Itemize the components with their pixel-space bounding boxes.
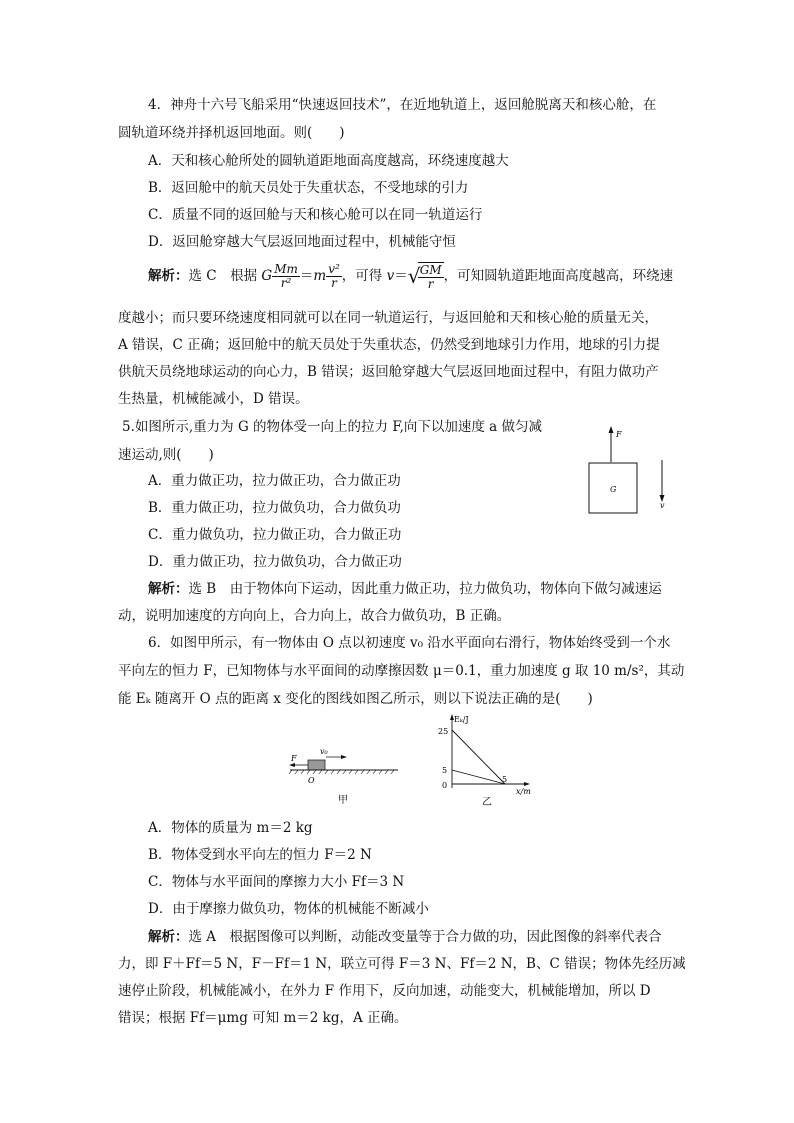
formula-sqrt: √ $\frac{GM}{r}$ bbox=[407, 263, 442, 291]
yi-tick-25: 25 bbox=[438, 727, 449, 736]
formula-v: v bbox=[386, 268, 395, 284]
yi-origin: 0 bbox=[442, 781, 448, 790]
q5-answer-line1: 解析：选 B 由于物体向下运动，因此重力做正功，拉力做负功，物体向下做匀减速运 bbox=[148, 581, 662, 597]
q5-stem-line1: 5.如图所示,重力为 G 的物体受一向上的拉力 F,向下以加速度 a 做匀减 bbox=[122, 419, 543, 435]
jia-O-label: O bbox=[308, 776, 315, 785]
q4-option-a: A．天和核心舱所处的圆轨道距地面高度越高，环绕速度越大 bbox=[148, 153, 509, 169]
q5-option-b: B．重力做正功，拉力做负功，合力做负功 bbox=[148, 500, 401, 516]
q4-stem-line1: 4．神舟十六号飞船采用“快速返回技术”，在近地轨道上，返回舱脱离天和核心舱，在 bbox=[148, 97, 657, 113]
yi-tick-x5: 5 bbox=[502, 775, 508, 784]
q4-answer-line4: 供航天员绕地球运动的向心力，B 错误；返回舱穿越大气层返回地面过程中，有阻力做功产 bbox=[118, 364, 659, 380]
q6-figure-jia bbox=[286, 745, 402, 807]
q4-answer-line3: A 错误，C 正确；返回舱中的航天员处于失重状态，仍然受到地球引力作用，地球的引力提 bbox=[118, 337, 660, 353]
q6-answer-line3: 速停止阶段，机械能减小，在外力 F 作用下，反向加速，动能变大，机械能增加，所以 D bbox=[118, 983, 651, 999]
yi-y-label: Eₖ/J bbox=[454, 715, 469, 724]
q6-stem-line3: 能 Eₖ 随离开 O 点的距离 x 变化的图线如图乙所示，则以下说法正确的是( ) bbox=[118, 691, 593, 707]
q6-stem-line2: 平向左的恒力 F，已知物体与水平面间的动摩擦因数 μ＝0.1，重力加速度 g 取 10 m/s²，其动 bbox=[118, 663, 685, 679]
q6-option-c: C．物体与水平面间的摩擦力大小 Ff＝3 N bbox=[148, 874, 405, 890]
q4-answer-line2: 度越小；而只要环绕速度相同就可以在同一轨道运行，与返回舱和天和核心舱的质量无关， bbox=[118, 310, 658, 326]
q6-answer-line2: 力，即 F＋Ff＝5 N，F－Ff＝1 N，联立可得 F＝3 N、Ff＝2 N，B、C 错误；物体先经历减 bbox=[118, 956, 686, 972]
jia-caption: 甲 bbox=[338, 795, 348, 806]
q6-answer-line4: 错误；根据 Ff＝μmg 可知 m＝2 kg，A 正确。 bbox=[118, 1010, 408, 1026]
q5-figure bbox=[580, 424, 680, 518]
yi-x-label: x/m bbox=[516, 787, 531, 796]
q4-option-b: B．返回舱中的航天员处于失重状态，不受地球的引力 bbox=[148, 180, 469, 196]
answer-pick: 选 C 根据 bbox=[188, 268, 258, 284]
formula-G: G bbox=[261, 268, 273, 284]
formula-eq: ＝ bbox=[299, 268, 314, 284]
q5-answer-line2: 动，说明加速度的方向向上，合力向上，故合力做负功，B 正确。 bbox=[118, 608, 511, 624]
q4-option-c: C．质量不同的返回舱与天和核心舱可以在同一轨道运行 bbox=[148, 207, 483, 223]
jia-block bbox=[308, 760, 325, 770]
jia-v0-arrowhead bbox=[341, 755, 347, 759]
formula-frac-v2-r: $\frac{\text{v²}}{r}$ bbox=[328, 262, 340, 290]
q4-option-d: D．返回舱穿越大气层返回地面过程中，机械能守恒 bbox=[148, 234, 456, 250]
block-G-label: G bbox=[610, 485, 617, 494]
force-F-label: F bbox=[616, 430, 622, 439]
q4-answer-line1: 解析：选 C 根据 G $\frac{Mm}{\text{r²}}$ ＝m $\frac{\text{v²}}{r}$ ，可得 v＝ √ $\frac{GM}{r}$ ，可知圆轨道距地面高度越高，环绕速 bbox=[148, 262, 674, 291]
q6-option-a: A．物体的质量为 m＝2 kg bbox=[148, 820, 313, 836]
q5-stem-line2: 速运动,则( ) bbox=[118, 447, 214, 463]
q5-option-a: A．重力做正功，拉力做正功，合力做正功 bbox=[148, 473, 401, 489]
jia-ground-hatch bbox=[289, 770, 394, 774]
q4-answer-line5: 生热量，机械能减小，D 错误。 bbox=[118, 391, 309, 407]
formula-m: m bbox=[313, 268, 327, 284]
q6-answer-line1: 解析：选 A 根据图像可以判断，动能改变量等于合力做的功，因此图像的斜率代表合 bbox=[148, 929, 662, 945]
q5-option-c: C．重力做负功，拉力做正功，合力做正功 bbox=[148, 527, 402, 543]
jia-F-arrowhead bbox=[289, 763, 295, 767]
answer-tail: ，可知圆轨道距地面高度越高，环绕速 bbox=[443, 268, 674, 284]
jia-v0-label: v₀ bbox=[320, 747, 328, 756]
yi-line-slide bbox=[452, 730, 508, 784]
formula-get: ，可得 bbox=[341, 268, 383, 284]
q6-stem-line1: 6．如图甲所示，有一物体由 O 点以初速度 v₀ 沿水平面向右滑行，物体始终受到一个水 bbox=[148, 635, 671, 651]
yi-caption: 乙 bbox=[482, 797, 492, 808]
q6-option-d: D．由于摩擦力做负功，物体的机械能不断减小 bbox=[148, 901, 429, 917]
q6-option-b: B．物体受到水平向左的恒力 F＝2 N bbox=[148, 847, 372, 863]
formula-frac-Mm-r2: $\frac{Mm}{\text{r²}}$ bbox=[274, 262, 298, 290]
jia-F-label: F bbox=[291, 754, 297, 763]
answer-label: 解析： bbox=[148, 268, 189, 284]
velocity-label: v bbox=[660, 501, 665, 510]
yi-line-return bbox=[452, 770, 508, 784]
yi-x-arrowhead bbox=[524, 782, 530, 786]
q5-option-d: D．重力做正功，拉力做负功，合力做正功 bbox=[148, 554, 402, 570]
q6-figure-yi bbox=[432, 712, 542, 808]
yi-tick-5: 5 bbox=[442, 766, 448, 775]
q4-stem-line2: 圆轨道环绕并择机返回地面。则( ) bbox=[118, 125, 345, 141]
force-F-arrowhead bbox=[609, 426, 614, 433]
